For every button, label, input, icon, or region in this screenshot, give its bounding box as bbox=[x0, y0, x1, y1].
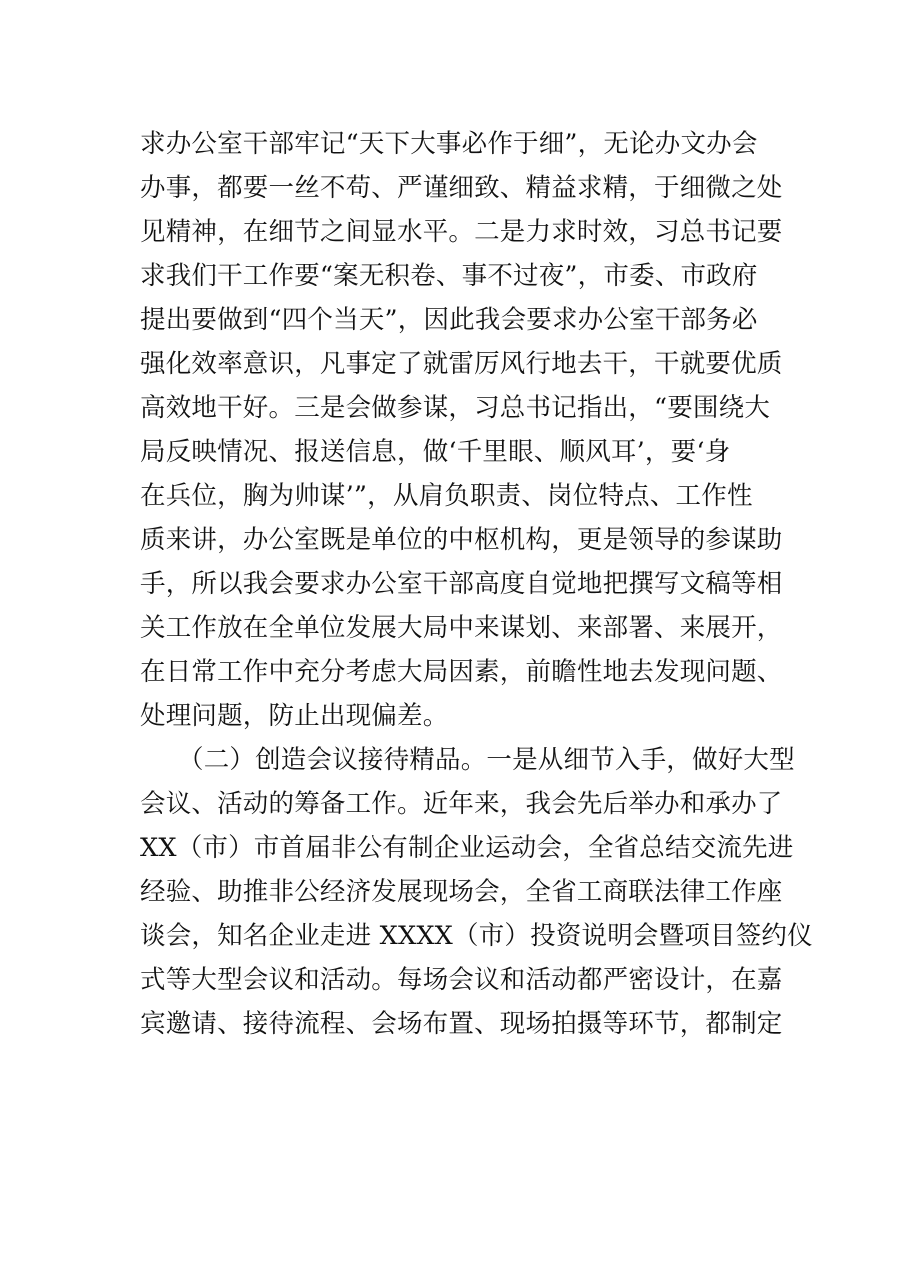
text-line-13: 在日常工作中充分考虑大局因素，前瞻性地去发现问题、 bbox=[140, 657, 783, 687]
text-line-6: 强化效率意识，凡事定了就雷厉风行地去干，干就要优质 bbox=[140, 349, 783, 379]
text-line-2: 办事，都要一丝不苟、严谨细致、精益求精，于细微之处 bbox=[140, 173, 783, 203]
text-line-19: 谈会，知名企业走进 XXXX（市）投资说明会暨项目签约仪 bbox=[140, 921, 813, 951]
text-line-21: 宾邀请、接待流程、会场布置、现场拍摄等环节，都制定 bbox=[140, 1009, 783, 1039]
text-line-1: 求办公室干部牢记“天下大事必作于细”，无论办文办会 bbox=[140, 129, 758, 159]
text-line-20: 式等大型会议和活动。每场会议和活动都严密设计，在嘉 bbox=[140, 965, 783, 995]
text-line-18: 经验、助推非公经济发展现场会，全省工商联法律工作座 bbox=[140, 877, 783, 907]
text-line-4: 求我们干工作要“案无积卷、事不过夜”，市委、市政府 bbox=[140, 261, 758, 291]
text-line-11: 手，所以我会要求办公室干部高度自觉地把撰写文稿等相 bbox=[140, 569, 783, 599]
text-line-16: 会议、活动的筹备工作。近年来，我会先后举办和承办了 bbox=[140, 789, 783, 819]
text-line-12: 关工作放在全单位发展大局中来谋划、来部署、来展开， bbox=[140, 613, 783, 643]
text-line-17: XX（市）市首届非公有制企业运动会，全省总结交流先进 bbox=[140, 833, 794, 863]
text-line-9: 在兵位，胸为帅谋’”，从肩负职责、岗位特点、工作性 bbox=[140, 481, 753, 511]
text-line-10: 质来讲，办公室既是单位的中枢机构，更是领导的参谋助 bbox=[140, 525, 783, 555]
text-line-5: 提出要做到“四个当天”，因此我会要求办公室干部务必 bbox=[140, 305, 758, 335]
text-line-14: 处理问题，防止出现偏差。 bbox=[140, 701, 449, 731]
text-line-7: 高效地干好。三是会做参谋，习总书记指出，“要围绕大 bbox=[140, 393, 771, 423]
paragraph-heading-line: （二）创造会议接待精品。一是从细节入手，做好大型 bbox=[178, 745, 795, 775]
text-line-3: 见精神，在细节之间显水平。二是力求时效，习总书记要 bbox=[140, 217, 783, 247]
text-line-8: 局反映情况、报送信息，做‘千里眼、顺风耳’，要‘身 bbox=[140, 437, 731, 467]
